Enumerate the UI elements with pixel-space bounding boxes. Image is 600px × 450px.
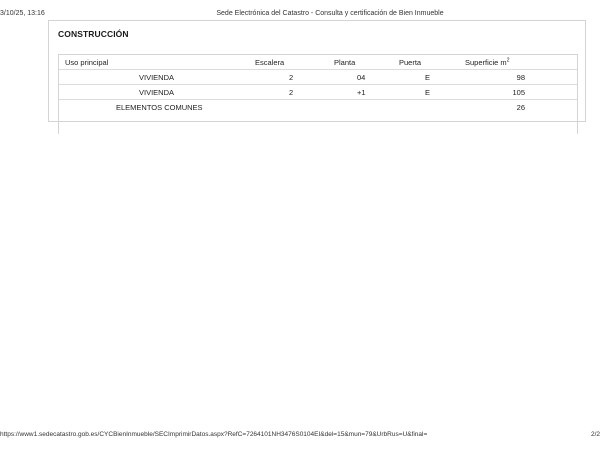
superficie-unit-exponent: 2 <box>506 57 510 64</box>
print-page-title: Sede Electrónica del Catastro - Consulta y certificación de Bien Inmueble <box>216 10 444 17</box>
page-number: 2/2 <box>590 431 600 438</box>
column-header-uso: Uso principal <box>65 58 109 67</box>
cell-uso: VIVIENDA <box>139 88 175 97</box>
column-header-planta: Planta <box>334 58 356 67</box>
print-date: 3/10/25, 13:16 <box>0 10 45 17</box>
cell-uso: VIVIENDA <box>139 73 175 82</box>
table-row <box>59 70 577 85</box>
table-header-row <box>59 55 577 70</box>
superficie-label: Superficie m <box>465 58 507 67</box>
cell-superficie: 98 <box>516 73 525 82</box>
construccion-section <box>48 20 586 122</box>
table-row <box>59 100 577 115</box>
cell-planta: +1 <box>357 88 366 97</box>
section-title: CONSTRUCCIÓN <box>58 29 129 39</box>
cell-superficie: 105 <box>512 88 525 97</box>
cell-uso: ELEMENTOS COMUNES <box>116 103 203 112</box>
cell-puerta: E <box>425 73 431 82</box>
cell-escalera: 2 <box>289 88 294 97</box>
cell-planta: 04 <box>357 73 366 82</box>
print-footer <box>0 431 600 443</box>
cell-puerta: E <box>425 88 431 97</box>
cell-escalera: 2 <box>289 73 294 82</box>
column-header-escalera: Escalera <box>255 58 285 67</box>
construccion-table <box>58 54 578 134</box>
column-header-superficie <box>465 58 509 67</box>
column-header-puerta: Puerta <box>399 58 422 67</box>
cell-superficie: 26 <box>516 103 525 112</box>
table-row <box>59 85 577 100</box>
print-url: https://www1.sedecatastro.gob.es/CYCBienInmueble/SECImprimirDatos.aspx?RefC=7264101NH3476S0104EI&del=15&mun=79&UrbRus=U&final= <box>0 431 428 438</box>
